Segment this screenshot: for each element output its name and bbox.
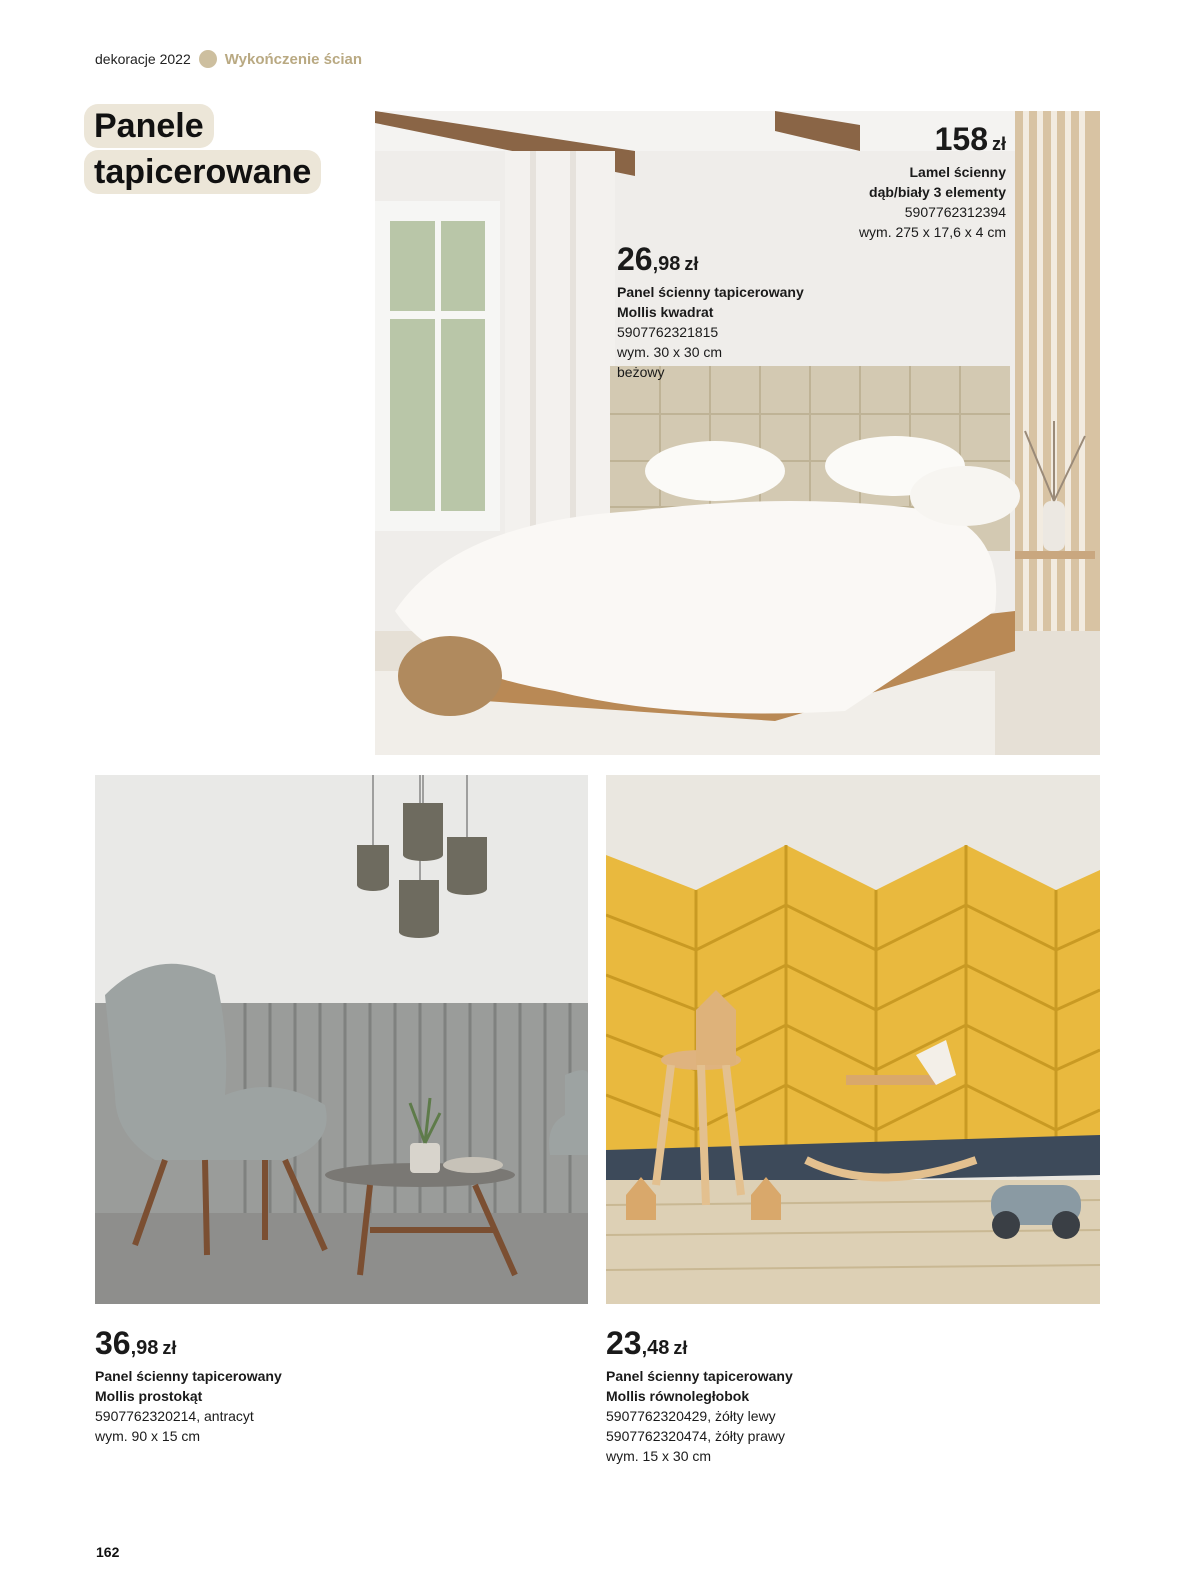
catalog-label: dekoracje 2022 [95,51,191,67]
nursery-photo [606,775,1100,1304]
kwadrat-color: beżowy [617,364,665,380]
rownoleglobok-ean-left: 5907762320429, żółty lewy [606,1408,776,1424]
kwadrat-currency: zł [684,254,699,274]
prostokat-currency: zł [162,1338,177,1358]
kwadrat-price-int: 26 [617,241,653,277]
prostokat-price-int: 36 [95,1325,131,1361]
kwadrat-dims: wym. 30 x 30 cm [617,344,723,360]
prostokat-name-1: Panel ścienny tapicerowany [95,1368,282,1384]
bullet-dot-icon [199,50,217,68]
lamel-dims: wym. 275 x 17,6 x 4 cm [858,224,1006,240]
lamel-price-int: 158 [934,121,988,157]
lamel-ean: 5907762312394 [904,204,1006,220]
prostokat-name-2: Mollis prostokąt [95,1388,203,1404]
rownoleglobok-name-2: Mollis równoległobok [606,1388,750,1404]
rownoleglobok-price-int: 23 [606,1325,642,1361]
kwadrat-ean: 5907762321815 [617,324,719,340]
page-title [84,104,321,194]
rownoleglobok-name-1: Panel ścienny tapicerowany [606,1368,793,1384]
lamel-currency: zł [991,134,1006,154]
lamel-name-1: Lamel ścienny [909,164,1006,180]
prostokat-ean: 5907762320214, antracyt [95,1408,254,1424]
prostokat-dims: wym. 90 x 15 cm [95,1428,201,1444]
title-line-1: Panele [84,104,214,148]
kwadrat-name-2: Mollis kwadrat [617,304,714,320]
rownoleglobok-ean-right: 5907762320474, żółty prawy [606,1428,786,1444]
lamel-name-2: dąb/biały 3 elementy [869,184,1006,200]
price-tag-rownoleglobok [606,1326,926,1466]
section-label: Wykończenie ścian [224,50,363,68]
kwadrat-name-1: Panel ścienny tapicerowany [617,284,804,300]
rownoleglobok-dims: wym. 15 x 30 cm [606,1448,712,1464]
rownoleglobok-currency: zł [673,1338,688,1358]
price-tag-lamel [800,122,1006,242]
title-line-2: tapicerowane [84,150,321,194]
breadcrumb [95,50,362,68]
price-tag-prostokat [95,1326,415,1446]
prostokat-price-dec: ,98 [130,1337,159,1359]
page-number: 162 [96,1544,120,1560]
living-room-photo [95,775,588,1304]
price-tag-kwadrat [617,242,847,382]
kwadrat-price-dec: ,98 [652,253,681,275]
rownoleglobok-price-dec: ,48 [641,1337,670,1359]
